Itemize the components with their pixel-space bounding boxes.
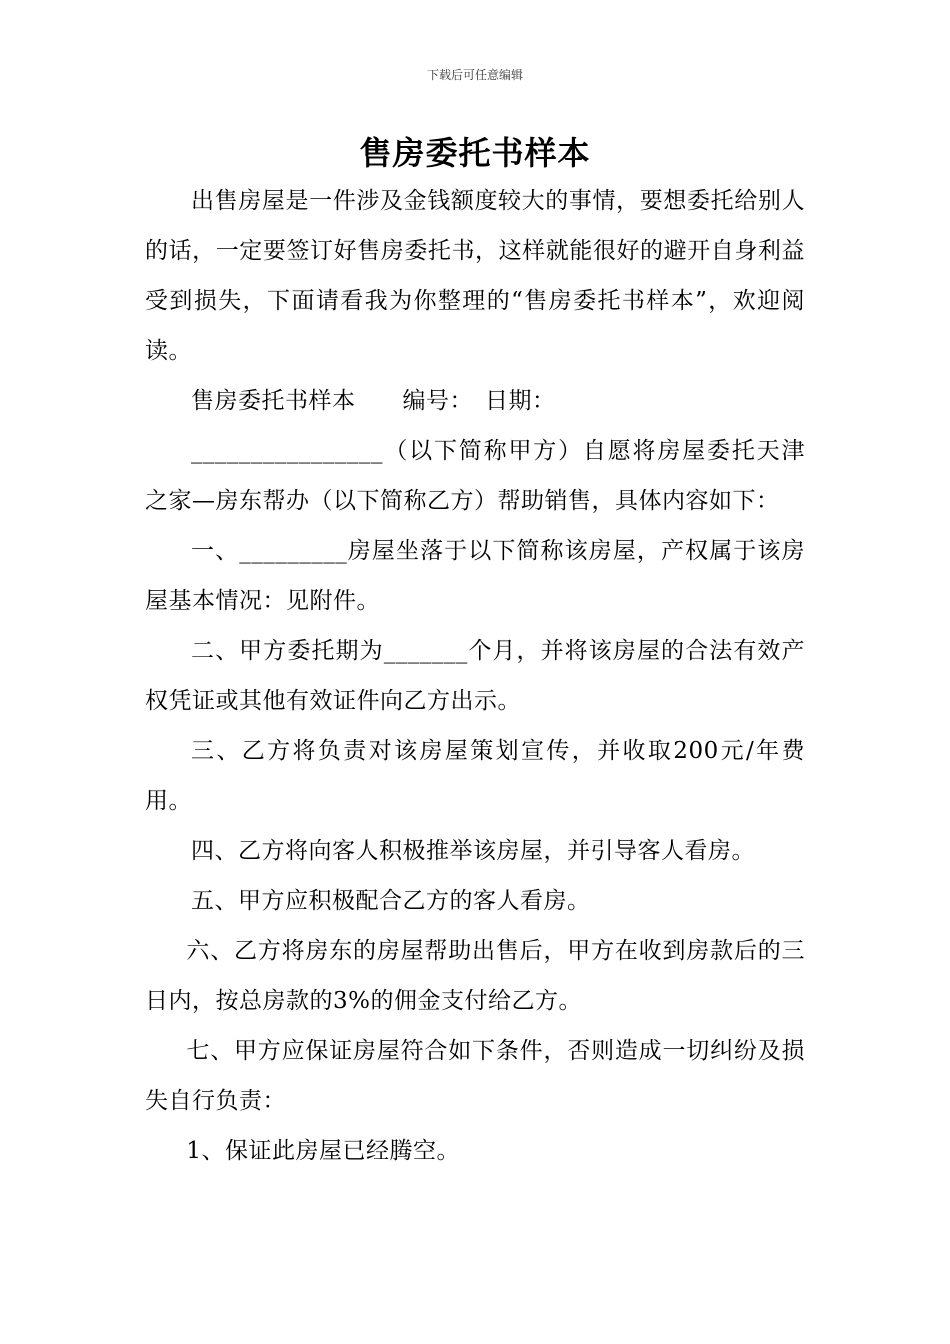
- document-title: 售房委托书样本: [359, 134, 591, 172]
- clause-4: 四、乙方将向客人积极推举该房屋，并引导客人看房。: [191, 838, 755, 864]
- page-header-note: 下载后可任意编辑: [426, 68, 523, 82]
- clause-5: 五、甲方应积极配合乙方的客人看房。: [191, 888, 591, 914]
- clause-7: 七、甲方应保证房屋符合如下条件，否则造成一切纠纷及损失自行负责：: [145, 1038, 805, 1114]
- clause-3: 三、乙方将负责对该房屋策划宣传，并收取200元/年费用。: [145, 738, 805, 814]
- party-paragraph: ________________（以下简称甲方）自愿将房屋委托天津之家—房东帮办（以下简称乙方）帮助销售，具体内容如下：: [145, 438, 805, 514]
- clause-1: 一、_________房屋坐落于以下简称该房屋，产权属于该房屋基本情况：见附件。: [145, 538, 805, 614]
- clause-6: 六、乙方将房东的房屋帮助出售后，甲方在收到房款后的三日内，按总房款的3%的佣金支付给乙方。: [145, 938, 805, 1014]
- form-heading-line: 售房委托书样本 编号： 日期：: [191, 388, 556, 414]
- clause-2: 二、甲方委托期为_______个月，并将该房屋的合法有效产权凭证或其他有效证件向乙方出示。: [145, 638, 805, 714]
- condition-1: 1、保证此房屋已经腾空。: [186, 1138, 461, 1164]
- intro-paragraph: 出售房屋是一件涉及金钱额度较大的事情，要想委托给别人的话，一定要签订好售房委托书，这样就能很好的避开自身利益受到损失，下面请看我为你整理的“售房委托书样本”，欢迎阅读。: [145, 188, 805, 364]
- document-body: [145, 176, 805, 1176]
